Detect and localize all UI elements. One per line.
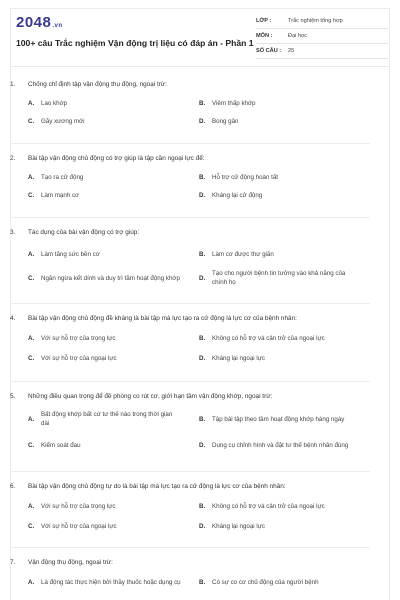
question-item bbox=[10, 72, 370, 143]
meta-row-class bbox=[256, 14, 388, 29]
option-text: Gãy xương mới bbox=[41, 117, 85, 125]
question-text: Vận động thụ động, ngoại trừ: bbox=[28, 559, 113, 566]
option-text: Dụng cụ chỉnh hình và đặt tư thế bệnh nhân đúng bbox=[212, 441, 349, 449]
option-letter: A. bbox=[28, 99, 35, 107]
option-text: Bong gân bbox=[212, 117, 239, 125]
question-item bbox=[10, 218, 370, 303]
question-text: Những điều quan trọng để đề phòng co rút cơ, giới hạn tầm vận động khớp, ngoại trừ: bbox=[28, 393, 273, 400]
meta-value: Trắc nghiệm tổng hợp bbox=[288, 18, 343, 24]
option-letter: C. bbox=[28, 117, 35, 125]
option-text: Tạo cho người bệnh tin tưởng vào khả năng của chính họ bbox=[212, 270, 346, 286]
question-text: Chống chỉ định tập vận động thụ động, ngoại trừ: bbox=[28, 81, 167, 88]
answer-options bbox=[28, 237, 370, 289]
meta-key: MÔN : bbox=[256, 33, 273, 39]
answer-options bbox=[28, 89, 370, 129]
option-letter: D. bbox=[199, 441, 206, 449]
answer-option[interactable] bbox=[28, 171, 199, 185]
answer-option[interactable] bbox=[199, 519, 370, 535]
option-letter: A. bbox=[28, 415, 35, 423]
option-text: Với sự hỗ trợ của trọng lực bbox=[41, 334, 116, 342]
option-text: Không có hỗ trợ và cản trở của ngoại lực bbox=[212, 334, 325, 342]
option-text: Lao khớp bbox=[41, 99, 68, 107]
question-text-row bbox=[10, 314, 370, 323]
option-text: Làm mạnh cơ bbox=[41, 191, 80, 199]
question-text: Tác dụng của bài vận động có trợ giúp: bbox=[28, 229, 140, 236]
answer-option[interactable] bbox=[28, 115, 199, 129]
document-header bbox=[10, 10, 390, 60]
option-letter: D. bbox=[199, 354, 206, 362]
option-text: Kháng lại ngoại lực bbox=[212, 354, 265, 362]
answer-options bbox=[28, 163, 370, 203]
option-letter: D. bbox=[199, 117, 206, 125]
option-letter: B. bbox=[199, 334, 206, 342]
answer-option[interactable] bbox=[28, 435, 199, 457]
option-letter: C. bbox=[28, 354, 35, 362]
option-text: Không có hỗ trợ và cản trở của ngoại lực bbox=[212, 502, 325, 510]
answer-option[interactable] bbox=[28, 499, 199, 515]
question-item bbox=[10, 548, 370, 591]
answer-options bbox=[28, 567, 370, 591]
question-number: 4. bbox=[10, 315, 16, 322]
option-letter: A. bbox=[28, 334, 35, 342]
option-letter: B. bbox=[199, 173, 206, 181]
option-letter: B. bbox=[199, 99, 206, 107]
answer-option[interactable] bbox=[28, 331, 199, 347]
option-text: Viêm thấp khớp bbox=[212, 99, 256, 107]
option-text: Là động tác thực hiện bởi thầy thuốc hoặc dụng cụ bbox=[41, 578, 181, 586]
question-text: Bài tập vận động chủ động tự do là bài tập mà lực tạo ra cử động là lực cơ của bệnh nhân: bbox=[28, 483, 286, 490]
meta-row-subject bbox=[256, 29, 388, 44]
question-number: 5. bbox=[10, 393, 16, 400]
option-text: Kháng lại ngoại lực bbox=[212, 522, 265, 530]
question-text-row bbox=[10, 482, 370, 491]
question-number: 3. bbox=[10, 229, 16, 236]
option-letter: D. bbox=[199, 274, 206, 282]
answer-option[interactable] bbox=[28, 97, 199, 111]
question-item bbox=[10, 144, 370, 217]
answer-option[interactable] bbox=[28, 269, 199, 289]
answer-options bbox=[28, 323, 370, 367]
meta-value: Đại học bbox=[288, 33, 307, 39]
answer-option[interactable] bbox=[28, 351, 199, 367]
option-letter: C. bbox=[28, 522, 35, 530]
answer-option[interactable] bbox=[28, 575, 199, 591]
option-letter: C. bbox=[28, 441, 35, 449]
question-item bbox=[10, 304, 370, 381]
option-letter: B. bbox=[199, 250, 206, 258]
option-text: Làm cơ được thư giãn bbox=[212, 250, 274, 258]
answer-option[interactable] bbox=[28, 189, 199, 203]
option-letter: D. bbox=[199, 191, 206, 199]
option-text: Ngăn ngừa kết dính và duy trì tầm hoạt động khớp bbox=[41, 274, 180, 282]
answer-option[interactable] bbox=[199, 351, 370, 367]
option-text: Kiểm soát đau bbox=[41, 441, 81, 449]
option-letter: B. bbox=[199, 578, 206, 586]
option-letter: B. bbox=[199, 415, 206, 423]
answer-option[interactable] bbox=[199, 331, 370, 347]
meta-key: SỐ CÂU : bbox=[256, 48, 282, 54]
option-text: Kháng lại cử động bbox=[212, 191, 263, 199]
option-text: Tập bài tập theo tầm hoạt động khớp hàng ngày bbox=[212, 415, 345, 423]
answer-option[interactable] bbox=[199, 435, 370, 457]
question-item bbox=[10, 472, 370, 547]
answer-option[interactable] bbox=[199, 409, 370, 431]
meta-table bbox=[256, 14, 388, 59]
answer-option[interactable] bbox=[28, 409, 199, 431]
answer-option[interactable] bbox=[199, 245, 370, 265]
meta-row-count bbox=[256, 44, 388, 59]
option-text: Làm tăng sức bền cơ bbox=[41, 250, 100, 258]
option-text: Với sự hỗ trợ của ngoại lực bbox=[41, 354, 117, 362]
question-text: Bài tập vận động chủ động có trợ giúp là tập cần ngoại lực để: bbox=[28, 155, 205, 162]
answer-option[interactable] bbox=[199, 97, 370, 111]
question-text-row bbox=[10, 228, 370, 237]
question-number: 2. bbox=[10, 155, 16, 162]
question-text-row bbox=[10, 392, 370, 401]
option-text: Tạo ra cử động bbox=[41, 173, 84, 181]
site-logo[interactable] bbox=[16, 14, 63, 31]
answer-option[interactable] bbox=[199, 575, 370, 591]
option-letter: A. bbox=[28, 578, 35, 586]
question-number: 1. bbox=[10, 81, 16, 88]
option-text: Với sự hỗ trợ của trọng lực bbox=[41, 502, 116, 510]
question-number: 7. bbox=[10, 559, 16, 566]
answer-option[interactable] bbox=[199, 171, 370, 185]
answer-option[interactable] bbox=[199, 189, 370, 203]
option-letter: C. bbox=[28, 274, 35, 282]
question-text-row bbox=[10, 154, 370, 163]
answer-option[interactable] bbox=[28, 245, 199, 265]
option-text: Với sự hỗ trợ của ngoại lực bbox=[41, 522, 117, 530]
meta-value: 25 bbox=[288, 48, 295, 54]
question-text-row bbox=[10, 80, 370, 89]
answer-option[interactable] bbox=[199, 115, 370, 129]
logo-main: 2048 bbox=[16, 14, 52, 31]
option-text: Bất động khớp bất cứ tư thế nào trong thời gian dài bbox=[41, 411, 173, 427]
option-text: Có sự co cơ chủ động của người bệnh bbox=[212, 578, 319, 586]
question-text-row bbox=[10, 558, 370, 567]
logo-suffix: .vn bbox=[52, 23, 63, 29]
question-item bbox=[10, 382, 370, 471]
option-letter: D. bbox=[199, 522, 206, 530]
document-title: 100+ câu Trắc nghiệm Vận động trị liệu có đáp án - Phần 1 bbox=[16, 38, 254, 48]
answer-options bbox=[28, 401, 370, 457]
option-letter: A. bbox=[28, 173, 35, 181]
answer-options bbox=[28, 491, 370, 535]
answer-option[interactable] bbox=[199, 269, 370, 289]
option-letter: A. bbox=[28, 250, 35, 258]
answer-option[interactable] bbox=[28, 519, 199, 535]
meta-key: LỚP : bbox=[256, 18, 272, 24]
answer-option[interactable] bbox=[199, 499, 370, 515]
option-letter: B. bbox=[199, 502, 206, 510]
option-letter: A. bbox=[28, 502, 35, 510]
option-letter: C. bbox=[28, 191, 35, 199]
option-text: Hỗ trợ cử động hoàn tất bbox=[212, 173, 278, 181]
question-list bbox=[10, 72, 370, 591]
question-text: Bài tập vận động chủ động đề kháng là bài tập mà lực tạo ra cử động là lực cơ của bệnh nhân: bbox=[28, 315, 297, 322]
header-divider bbox=[10, 66, 390, 67]
question-number: 6. bbox=[10, 483, 16, 490]
